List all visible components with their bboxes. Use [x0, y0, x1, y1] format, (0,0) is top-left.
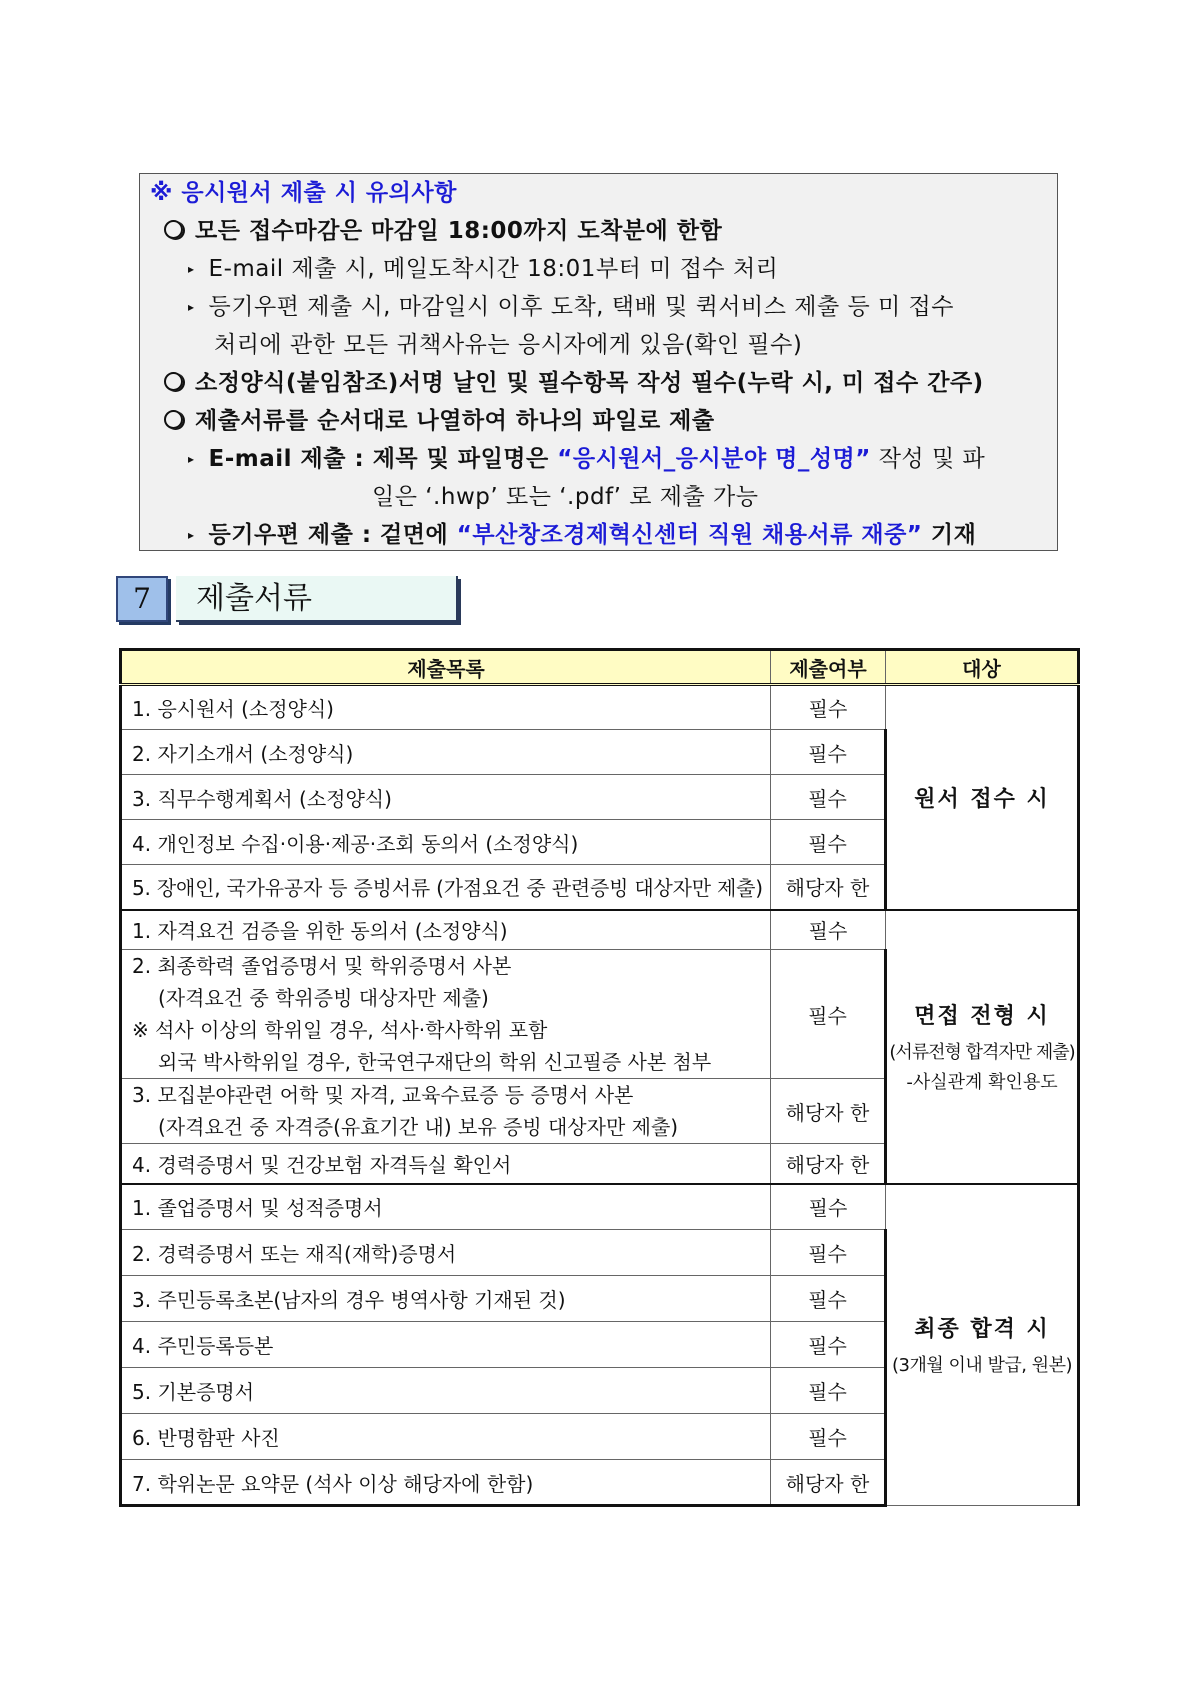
notice-item-2	[164, 364, 984, 397]
group-1-target	[886, 685, 1079, 910]
notice-item-1-sub-2-text: 등기우편 제출 시, 마감일시 이후 도착, 택배 및 퀵서비스 제출 등 미 접수	[208, 294, 954, 320]
sub-2-quote: “부산창조경제혁신센터 직원 채용서류 재중”	[456, 522, 923, 548]
triangle-bullet-icon: ▸	[188, 262, 195, 276]
table-row	[121, 910, 1079, 950]
notice-item-1	[164, 212, 722, 245]
notice-item-3	[164, 402, 715, 435]
circle-bullet-icon	[164, 410, 183, 429]
row-req: 해당자 한	[771, 1460, 886, 1506]
triangle-bullet-icon: ▸	[188, 452, 195, 466]
row-req: 필수	[771, 1414, 886, 1460]
circle-bullet-icon	[164, 372, 183, 391]
notice-item-3-sub-2	[188, 516, 976, 549]
row-item-line: 외국 박사학위일 경우, 한국연구재단의 학위 신고필증 사본 첨부	[158, 1050, 712, 1074]
notice-item-1-sub-2	[188, 288, 954, 321]
row-item: 5. 기본증명서	[121, 1368, 771, 1414]
row-item: 4. 주민등록등본	[121, 1322, 771, 1368]
notice-item-1-sub-1	[188, 250, 778, 283]
group-2-target-text: 면접 전형 시	[914, 1004, 1050, 1029]
row-item-line: ※ 석사 이상의 학위일 경우, 석사·학사학위 포함	[132, 1018, 548, 1042]
row-req: 필수	[771, 910, 886, 950]
row-item	[121, 1079, 771, 1144]
row-req: 필수	[771, 1276, 886, 1322]
row-req: 필수	[771, 1368, 886, 1414]
table-row	[121, 685, 1079, 730]
row-item: 1. 자격요건 검증을 위한 동의서 (소정양식)	[121, 910, 771, 950]
notice-item-3-sub-1	[188, 440, 985, 473]
triangle-bullet-icon: ▸	[188, 528, 195, 542]
row-item: 1. 응시원서 (소정양식)	[121, 685, 771, 730]
row-item-line: 3. 모집분야관련 어학 및 자격, 교육수료증 등 증명서 사본	[132, 1083, 634, 1107]
row-req: 필수	[771, 685, 886, 730]
header-items: 제출목록	[121, 650, 771, 685]
row-req: 해당자 한	[771, 1144, 886, 1184]
row-req: 필수	[771, 1322, 886, 1368]
table-header-row	[121, 650, 1079, 685]
notice-item-2-text: 소정양식(붙임참조)서명 날인 및 필수항목 작성 필수(누락 시, 미 접수 간주)	[195, 370, 984, 396]
row-item: 5. 장애인, 국가유공자 등 증빙서류 (가점요건 중 관련증빙 대상자만 제출)	[121, 865, 771, 910]
header-target: 대상	[886, 650, 1079, 685]
row-req: 필수	[771, 950, 886, 1079]
row-item: 4. 개인정보 수집·이용·제공·조회 동의서 (소정양식)	[121, 820, 771, 865]
row-item: 7. 학위논문 요약문 (석사 이상 해당자에 한함)	[121, 1460, 771, 1506]
row-item-line: (자격요건 중 자격증(유효기간 내) 보유 증빙 대상자만 제출)	[158, 1115, 679, 1139]
triangle-bullet-icon: ▸	[188, 300, 195, 314]
circle-bullet-icon	[164, 220, 183, 239]
row-req: 필수	[771, 775, 886, 820]
row-item-line: (자격요건 중 학위증빙 대상자만 제출)	[158, 986, 489, 1010]
row-req: 필수	[771, 1184, 886, 1230]
row-req: 해당자 한	[771, 865, 886, 910]
row-req: 필수	[771, 730, 886, 775]
notice-item-1-sub-1-text: E-mail 제출 시, 메일도착시간 18:01부터 미 접수 처리	[208, 256, 779, 282]
group-3-target	[886, 1184, 1079, 1506]
table-row	[121, 1184, 1079, 1230]
sub-1-suffix: 작성 및 파	[870, 446, 986, 472]
sub-2-suffix: 기재	[922, 522, 977, 548]
row-req: 필수	[771, 820, 886, 865]
row-item-line: 2. 최종학력 졸업증명서 및 학위증명서 사본	[132, 954, 512, 978]
section-title: 제출서류	[176, 576, 458, 622]
row-item: 2. 경력증명서 또는 재직(재학)증명서	[121, 1230, 771, 1276]
row-item: 6. 반명함판 사진	[121, 1414, 771, 1460]
notice-item-3-sub-1-cont: 일은 ‘.hwp’ 또는 ‘.pdf’ 로 제출 가능	[372, 484, 759, 510]
section-number: 7	[116, 576, 168, 622]
row-item: 2. 자기소개서 (소정양식)	[121, 730, 771, 775]
notice-title: ※ 응시원서 제출 시 유의사항	[150, 180, 457, 206]
row-req: 해당자 한	[771, 1079, 886, 1144]
row-req: 필수	[771, 1230, 886, 1276]
notice-item-1-sub-2-cont: 처리에 관한 모든 귀책사유는 응시자에게 있음(확인 필수)	[214, 332, 803, 358]
notice-item-3-text: 제출서류를 순서대로 나열하여 하나의 파일로 제출	[195, 408, 715, 434]
sub-1-quote: “응시원서_응시분야 명_성명”	[557, 446, 871, 472]
group-2-target-sub-2: -사실관계 확인용도	[906, 1072, 1058, 1093]
notice-item-1-text: 모든 접수마감은 마감일 18:00까지 도착분에 한함	[195, 218, 723, 244]
row-item	[121, 950, 771, 1079]
row-item: 3. 주민등록초본(남자의 경우 병역사항 기재된 것)	[121, 1276, 771, 1322]
group-2-target	[886, 910, 1079, 1184]
group-1-target-text: 원서 접수 시	[914, 786, 1050, 812]
group-3-target-sub: (3개월 이내 발급, 원본)	[892, 1355, 1072, 1377]
notice-box	[139, 173, 1058, 551]
row-item: 4. 경력증명서 및 건강보험 자격득실 확인서	[121, 1144, 771, 1184]
sub-2-prefix: 등기우편 제출 : 겉면에	[208, 522, 457, 548]
group-3-target-text: 최종 합격 시	[914, 1317, 1050, 1343]
header-required: 제출여부	[771, 650, 886, 685]
row-item: 3. 직무수행계획서 (소정양식)	[121, 775, 771, 820]
row-item: 1. 졸업증명서 및 성적증명서	[121, 1184, 771, 1230]
sub-1-prefix: E-mail 제출 : 제목 및 파일명은	[208, 446, 558, 472]
documents-table	[119, 648, 1080, 1507]
group-2-target-sub-1: (서류전형 합격자만 제출)	[889, 1042, 1075, 1063]
